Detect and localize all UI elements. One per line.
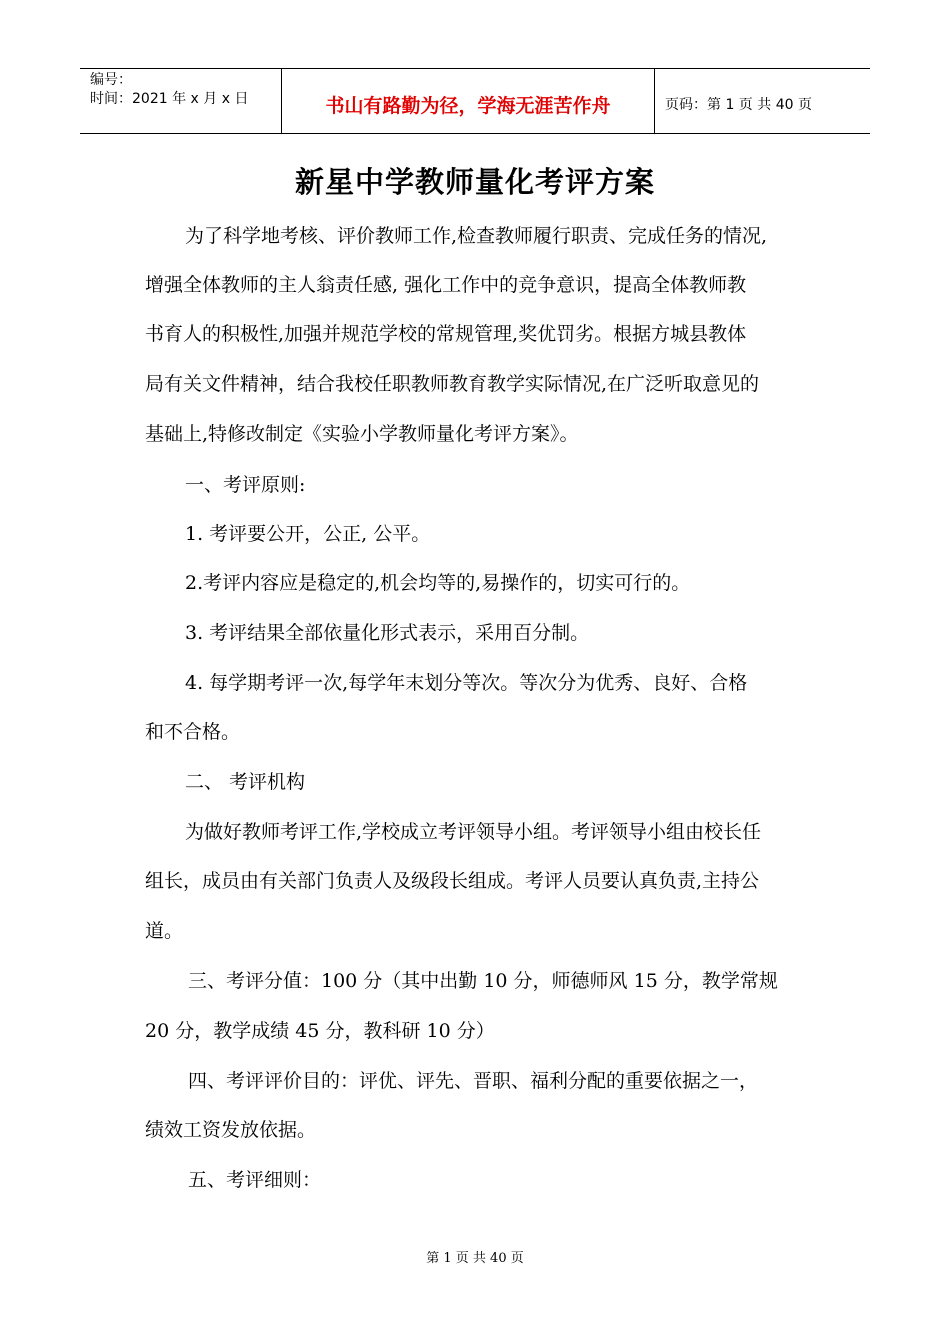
paragraph-line: 20 分，教学成绩 45 分，教科研 10 分） xyxy=(145,1020,495,1042)
time-label: 时间：2021 年 x 月 x 日 xyxy=(90,91,249,107)
header-info-cell xyxy=(80,69,281,133)
document-title: 新星中学教师量化考评方案 xyxy=(294,165,655,199)
list-item: 4. 每学期考评一次,每学年末划分等次。等次分为优秀、良好、合格 xyxy=(185,672,748,694)
paragraph-line: 道。 xyxy=(145,920,184,942)
section-heading: 三、考评分值：100 分（其中出勤 10 分，师德师风 15 分，教学常规 xyxy=(188,970,778,992)
section-heading: 四、考评评价目的：评优、评先、晋职、福利分配的重要依据之一， xyxy=(188,1070,759,1092)
paragraph-line: 绩效工资发放依据。 xyxy=(145,1119,317,1141)
paragraph-line: 基础上,特修改制定《实验小学教师量化考评方案》。 xyxy=(145,423,579,445)
list-item: 2.考评内容应是稳定的,机会均等的,易操作的，切实可行的。 xyxy=(185,572,691,594)
section-heading: 一、考评原则: xyxy=(185,474,306,496)
paragraph-line: 组长，成员由有关部门负责人及级段长组成。考评人员要认真负责,主持公 xyxy=(145,870,760,892)
list-item: 3. 考评结果全部依量化形式表示，采用百分制。 xyxy=(185,622,590,644)
header-motto-cell xyxy=(281,69,655,133)
motto-text: 书山有路勤为径，学海无涯苦作舟 xyxy=(325,94,611,117)
paragraph-line: 增强全体教师的主人翁责任感, 强化工作中的竞争意识，提高全体教师教 xyxy=(145,274,747,296)
section-heading: 五、考评细则： xyxy=(188,1169,322,1191)
paragraph-line: 书育人的积极性,加强并规范学校的常规管理,奖优罚劣。根据方城县教体 xyxy=(145,323,747,345)
paragraph-line: 为做好教师考评工作,学校成立考评领导小组。考评领导小组由校长任 xyxy=(185,821,762,843)
header-page-cell xyxy=(655,69,870,133)
page-header-table xyxy=(80,68,870,134)
list-item-continued: 和不合格。 xyxy=(145,721,241,743)
page-footer: 第 1 页 共 40 页 xyxy=(426,1251,524,1266)
list-item: 1. 考评要公开，公正, 公平。 xyxy=(185,523,431,545)
paragraph-line: 局有关文件精神，结合我校任职教师教育教学实际情况,在广泛听取意见的 xyxy=(145,373,760,395)
paragraph-line: 为了科学地考核、评价教师工作,检查教师履行职责、完成任务的情况, xyxy=(185,225,768,247)
section-heading: 二、 考评机构 xyxy=(185,771,306,793)
number-label: 编号： xyxy=(90,72,132,88)
page-info: 页码：第 1 页 共 40 页 xyxy=(665,97,812,113)
